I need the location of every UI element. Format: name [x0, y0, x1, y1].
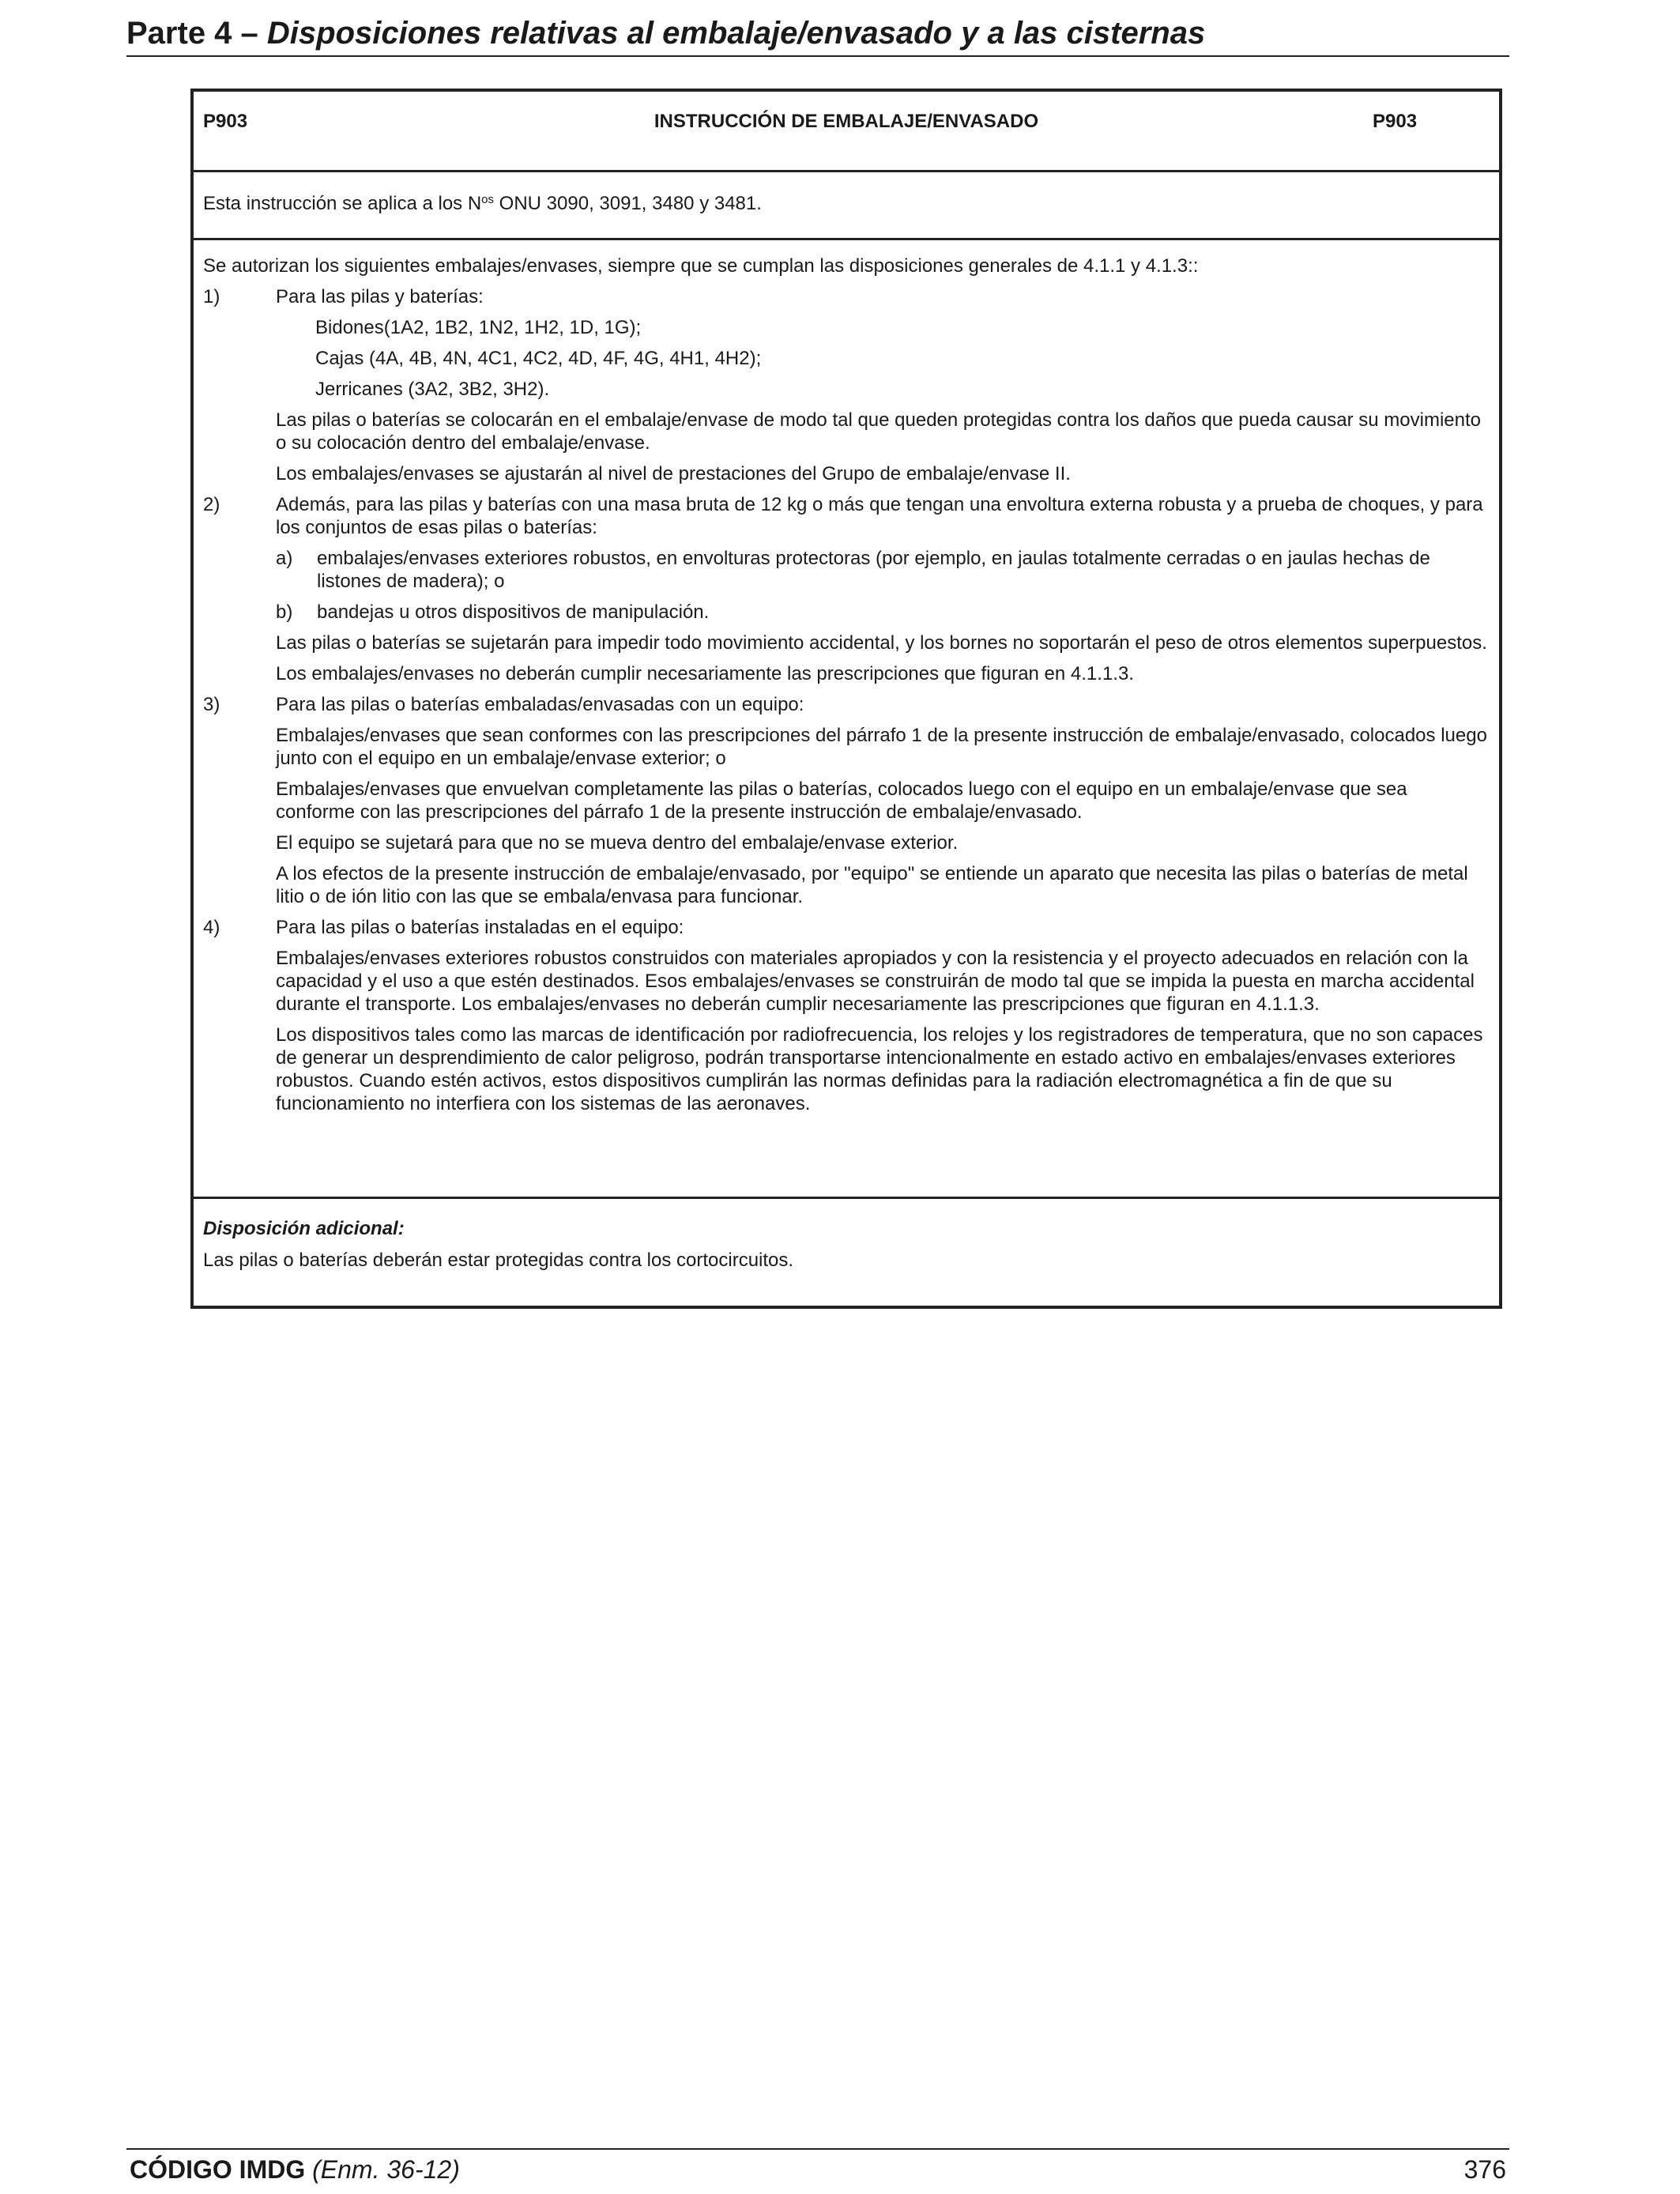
section-1-title: Para las pilas y baterías:	[276, 286, 484, 307]
header-part: Parte 4 –	[126, 16, 267, 51]
main-body-row	[194, 240, 1499, 1199]
section-2-paragraph: Las pilas o baterías se sujetarán para impedir todo movimiento accidental, y los bornes no soportarán el peso de otros elementos superpuestos.	[276, 632, 1487, 654]
item-letter: b)	[276, 601, 293, 623]
section-2-item-b	[203, 601, 1491, 624]
section-4-number: 4)	[203, 917, 220, 938]
applies-pre: Esta instrucción se aplica a los N	[203, 193, 482, 214]
section-1-paragraph: Las pilas o baterías se colocarán en el embalaje/envase de modo tal que queden protegidas contra los daños que pueda causar su movimiento o su colocación dentro del embalaje/envase.	[276, 409, 1481, 454]
section-1-list-item: Cajas (4A, 4B, 4N, 4C1, 4C2, 4D, 4F, 4G, 4H1, 4H2);	[315, 348, 762, 369]
section-3-title: Para las pilas o baterías embaladas/envasadas con un equipo:	[276, 694, 804, 715]
page-footer	[126, 2148, 1509, 2189]
additional-row	[194, 1199, 1499, 1309]
item-text: embalajes/envases exteriores robustos, en envolturas protectoras (por ejemplo, en jaulas totalmente cerradas o en jaulas hechas de listones de madera); o	[317, 548, 1430, 592]
section-1-list-item: Bidones(1A2, 1B2, 1N2, 1H2, 1D, 1G);	[315, 317, 642, 338]
instruction-code-left: P903	[203, 111, 248, 132]
section-1-number: 1)	[203, 286, 220, 307]
section-3-paragraph: Embalajes/envases que envuelvan completamente las pilas o baterías, colocados luego con el equipo en un embalaje/envase que sea conforme con las prescripciones del párrafo 1 de la presente instrucción de embalaje/envasado.	[276, 778, 1407, 823]
footer-amendment: (Enm. 36-12)	[312, 2155, 460, 2184]
section-4	[203, 916, 1491, 939]
section-3-paragraph: Embalajes/envases que sean conformes con las prescripciones del párrafo 1 de la presente instrucción de embalaje/envasado, colocados luego junto con el equipo en un embalaje/envase exterior; o	[276, 725, 1487, 769]
body-text	[203, 254, 1491, 1123]
section-1-list-item: Jerricanes (3A2, 3B2, 3H2).	[315, 379, 550, 400]
section-2-title: Además, para las pilas y baterías con una masa bruta de 12 kg o más que tengan una envoltura externa robusta y a prueba de choques, y para los conjuntos de esas pilas o baterías:	[276, 494, 1483, 538]
instruction-header-row	[194, 92, 1499, 172]
section-3-paragraph: El equipo se sujetará para que no se mueva dentro del embalaje/envase exterior.	[276, 832, 959, 854]
section-4-paragraph: Embalajes/envases exteriores robustos construidos con materiales apropiados y con la resistencia y el proyecto adecuados en relación con la capacidad y el uso a que estén destinados. Esos embalajes/envases se construirán de modo tal que se impida la puesta en marcha accidental durante el transporte. Los embalajes/envases no deberán cumplir necesariamente las prescripciones que figuran en 4.1.1.3.	[276, 948, 1475, 1015]
section-2	[203, 493, 1491, 539]
applies-row	[194, 172, 1499, 240]
item-letter: a)	[276, 548, 293, 569]
page-header	[126, 11, 1509, 57]
header-title: Disposiciones relativas al embalaje/envasado y a las cisternas	[266, 16, 1206, 51]
section-4-paragraph: Los dispositivos tales como las marcas de identificación por radiofrecuencia, los relojes y los registradores de temperatura, que no son capaces de generar un desprendimiento de calor peligroso, podrán transportarse intencionalmente en estado activo en embalajes/envases exteriores robustos. Cuando estén activos, estos dispositivos cumplirán las normas definidas para la radiación electromagnética a fin de que su funcionamiento no interfiera con los sistemas de las aeronaves.	[276, 1024, 1483, 1114]
instruction-code-right: P903	[1373, 111, 1418, 132]
section-4-title: Para las pilas o baterías instaladas en el equipo:	[276, 917, 684, 938]
applies-sup: os	[481, 193, 495, 206]
additional-text: Las pilas o baterías deberán estar protegidas contra los cortocircuitos.	[203, 1250, 794, 1271]
section-2-number: 2)	[203, 494, 220, 515]
intro-paragraph: Se autorizan los siguientes embalajes/envases, siempre que se cumplan las disposiciones generales de 4.1.1 y 4.1.3::	[203, 255, 1199, 277]
section-3-paragraph: A los efectos de la presente instrucción de embalaje/envasado, por "equipo" se entiende un aparato que necesita las pilas o baterías de metal litio o de ión litio con las que se embala/envasa para funcionar.	[276, 863, 1468, 907]
applies-text	[203, 193, 762, 215]
section-2-item-a	[203, 547, 1491, 593]
section-3-number: 3)	[203, 694, 220, 715]
item-text: bandejas u otros dispositivos de manipulación.	[317, 601, 710, 623]
section-3	[203, 693, 1491, 716]
additional-title: Disposición adicional:	[203, 1218, 405, 1239]
section-1	[203, 285, 1491, 308]
instruction-title: INSTRUCCIÓN DE EMBALAJE/ENVASADO	[654, 111, 1039, 132]
section-1-paragraph: Los embalajes/envases se ajustarán al nivel de prestaciones del Grupo de embalaje/envase II.	[276, 463, 1071, 484]
applies-post: ONU 3090, 3091, 3480 y 3481.	[494, 193, 762, 214]
footer-left	[130, 2150, 460, 2189]
page-number: 376	[1463, 2155, 1506, 2184]
section-2-paragraph: Los embalajes/envases no deberán cumplir necesariamente las prescripciones que figuran en 4.1.1.3.	[276, 663, 1134, 684]
instruction-box	[190, 89, 1502, 1309]
footer-code: CÓDIGO IMDG	[130, 2155, 313, 2184]
